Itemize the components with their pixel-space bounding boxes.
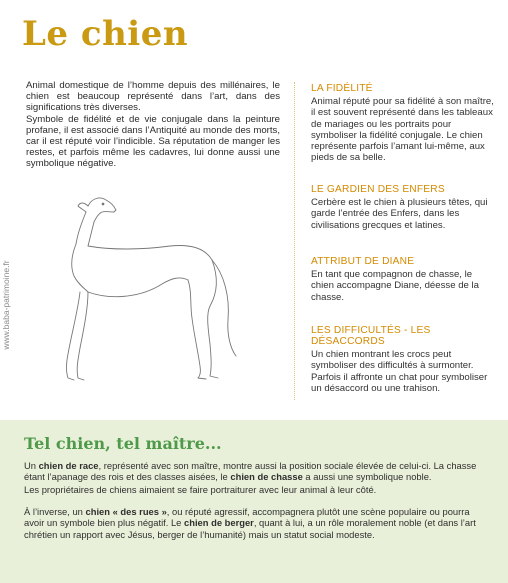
bottom-paragraph-2: Les propriétaires de chiens aimaient se faire portraiturer avec leur animal à leur côté. — [24, 484, 377, 495]
bold-term: chien de chasse — [230, 471, 303, 483]
section-body: Un chien montrant les crocs peut symboliser des difficultés à surmonter. Parfois il affronte un chat pour symboliser un désaccord ou une trahison. — [311, 349, 488, 394]
greyhound-illustration — [40, 188, 250, 393]
section-body: Animal réputé pour sa fidélité à son maître, il est souvent représenté dans les tableaux de mariages ou les portraits pour symboliser la fidélité conjugale. Le chien représente parfois l’amant lui-même, aux pieds de sa belle. — [311, 96, 494, 164]
section-body: Cerbère est le chien à plusieurs têtes, qui garde l’entrée des Enfers, dans les civilisations grecques et latines. — [311, 197, 488, 231]
section-attribut-de-diane — [311, 256, 496, 303]
intro-paragraph-1: Animal domestique de l’homme depuis des millénaires, le chien est beaucoup représenté dans l’art, dans des significations très diverses. — [26, 80, 280, 114]
bottom-paragraph-1 — [24, 460, 486, 483]
section-fidelite — [311, 83, 496, 164]
text-run: , quant à lui, a un rôle moralement noble (et dans l’art chrétien un rapport avec Jésus, berger de l’humanité) mais un statut social modeste. — [24, 517, 476, 540]
bold-term: chien de race — [38, 460, 99, 471]
bold-term: chien de berger — [184, 517, 254, 529]
intro-paragraph-2: Symbole de fidélité et de vie conjugale dans la peinture profane, il est associé dans l’Antiquité au monde des morts, car il est réputé voir l’indicible. Sa réputation de manger les restes, et parfois même les cadavres, lui donne aussi une symbolique négative. — [26, 113, 280, 170]
intro-text — [26, 80, 280, 170]
section-heading: LES DIFFICULTÉS - LES DÉSACCORDS — [311, 325, 431, 347]
text-run: , ou réputé agressif, accompagnera plutôt une scène populaire ou pourra avoir un symbole bien plus négatif. Le — [24, 506, 470, 529]
section-heading: LE GARDIEN DES ENFERS — [311, 184, 445, 195]
section-body: En tant que compagnon de chasse, le chien accompagne Diane, déesse de la chasse. — [311, 269, 480, 303]
bottom-paragraph-3 — [24, 506, 486, 540]
section-difficultes — [311, 325, 496, 394]
text-run: , représenté avec son maître, montre aussi la position sociale élevée de celui-ci. La chasse étant l’apanage des rois et des classes aisées, le — [24, 460, 477, 483]
bold-term: chien « des rues » — [85, 506, 167, 517]
text-run: a aussi une symbolique noble. — [302, 471, 432, 483]
text-run: Un — [24, 460, 39, 471]
text-run: À l’inverse, un — [24, 506, 86, 517]
bottom-panel — [0, 420, 508, 583]
section-gardien-des-enfers — [311, 184, 496, 231]
bottom-heading: Tel chien, tel maître... — [24, 434, 222, 453]
section-heading: LA FIDÉLITÉ — [311, 83, 373, 94]
website-url: www.baba-patrimoine.fr — [1, 260, 11, 350]
column-divider — [294, 82, 296, 400]
page-title: Le chien — [22, 14, 189, 54]
section-heading: ATTRIBUT DE DIANE — [311, 256, 415, 267]
